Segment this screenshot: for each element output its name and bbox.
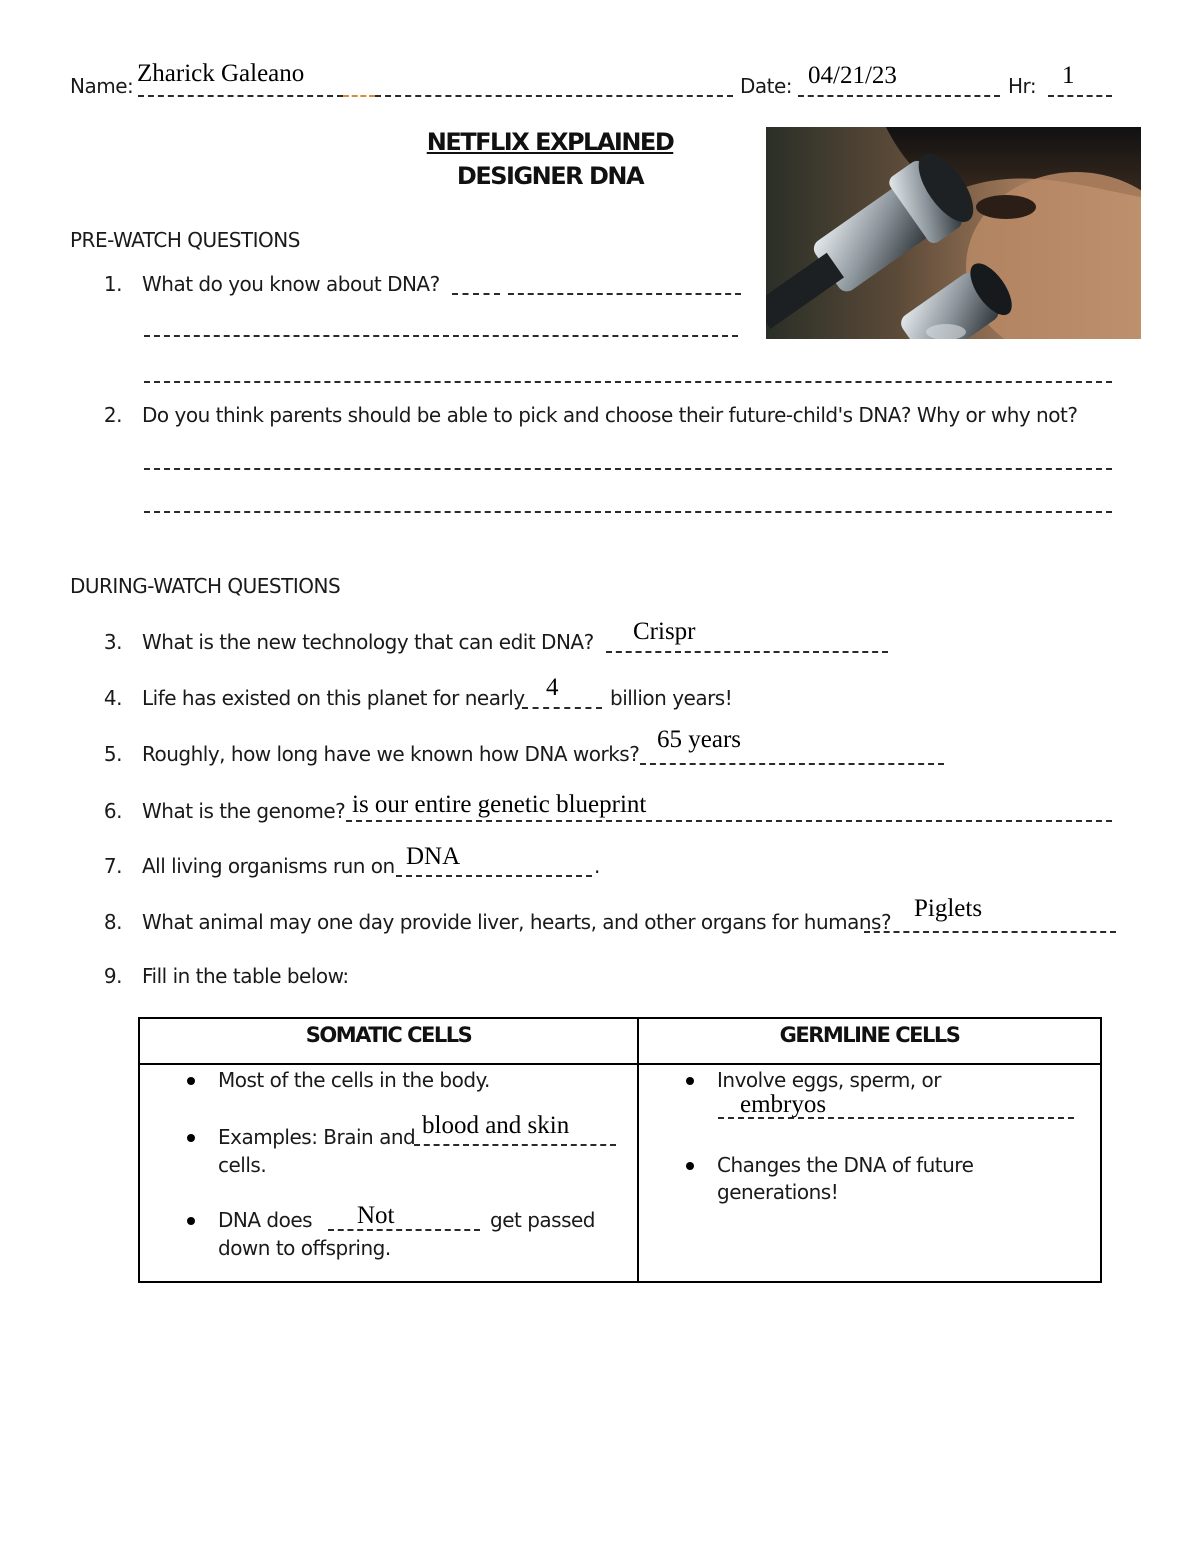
hr-value[interactable]: 1 — [1062, 62, 1075, 89]
section-pre-watch: PRE-WATCH QUESTIONS — [70, 228, 300, 252]
q9-text: Fill in the table below: — [142, 964, 349, 988]
name-line — [138, 95, 343, 97]
bullet-icon — [187, 1134, 195, 1142]
q7-suffix: . — [594, 854, 600, 878]
q6-number: 6. — [103, 799, 122, 823]
q8-number: 8. — [103, 910, 122, 934]
bullet-icon — [187, 1217, 195, 1225]
microscope-eyepiece-photo — [766, 127, 1141, 339]
somatic-b3-answer[interactable]: Not — [357, 1202, 395, 1229]
q1-answer-line-3[interactable] — [144, 381, 1112, 383]
somatic-header-cell — [139, 1018, 638, 1064]
q9-number: 9. — [103, 964, 122, 988]
q4-number: 4. — [103, 686, 122, 710]
q3-answer[interactable]: Crispr — [633, 618, 696, 645]
q7-answer[interactable]: DNA — [406, 843, 461, 870]
q4-answer-line — [522, 707, 602, 709]
name-value[interactable]: Zharick Galeano — [137, 60, 305, 87]
q1-number: 1. — [103, 272, 122, 296]
q1-answer-line-a[interactable] — [452, 293, 500, 295]
bullet-icon — [187, 1077, 195, 1085]
q5-answer-line — [640, 763, 944, 765]
somatic-b3-line2: down to offspring. — [218, 1236, 391, 1260]
date-value[interactable]: 04/21/23 — [808, 62, 897, 89]
name-line-accent — [343, 95, 375, 97]
bullet-icon — [686, 1162, 694, 1170]
germline-b1: Involve eggs, sperm, or — [717, 1068, 941, 1092]
q2-number: 2. — [103, 403, 122, 427]
somatic-b3-after: get passed — [490, 1208, 595, 1232]
somatic-b3-line — [328, 1229, 480, 1231]
somatic-b2-answer[interactable]: blood and skin — [422, 1112, 570, 1139]
germline-header-cell — [638, 1018, 1101, 1064]
somatic-b2-before: Examples: Brain and — [218, 1125, 416, 1149]
q6-text: What is the genome? — [142, 799, 346, 823]
somatic-b2-line — [414, 1144, 616, 1146]
hr-line — [1048, 95, 1112, 97]
q3-number: 3. — [103, 630, 122, 654]
hr-label: Hr: — [1008, 74, 1037, 98]
q3-answer-line — [606, 651, 888, 653]
q2-answer-line-2[interactable] — [144, 511, 1112, 513]
q4-answer[interactable]: 4 — [546, 674, 559, 701]
q5-number: 5. — [103, 742, 122, 766]
q5-text: Roughly, how long have we known how DNA works? — [142, 742, 640, 766]
q1-answer-line-2[interactable] — [144, 335, 738, 337]
q7-answer-line — [396, 875, 592, 877]
germline-header: GERMLINE CELLS — [779, 1023, 960, 1047]
bullet-icon — [686, 1077, 694, 1085]
somatic-b1: Most of the cells in the body. — [218, 1068, 490, 1092]
date-line — [798, 95, 1000, 97]
q8-text: What animal may one day provide liver, hearts, and other organs for humans? — [142, 910, 892, 934]
q8-answer[interactable]: Piglets — [914, 895, 983, 922]
somatic-b3-before: DNA does — [218, 1208, 313, 1232]
title-line2: DESIGNER DNA — [456, 162, 644, 190]
q7-number: 7. — [103, 854, 122, 878]
name-label: Name: — [70, 74, 134, 98]
q3-text: What is the new technology that can edit DNA? — [142, 630, 594, 654]
q1-text: What do you know about DNA? — [142, 272, 440, 296]
q7-text: All living organisms run on — [142, 854, 395, 878]
somatic-b2-after: cells. — [218, 1153, 267, 1177]
q2-text: Do you think parents should be able to pick and choose their future-child's DNA? Why or why not? — [142, 403, 1078, 427]
date-label: Date: — [740, 74, 793, 98]
germline-b2-line1: Changes the DNA of future — [717, 1153, 974, 1177]
germline-b1-answer[interactable]: embryos — [740, 1091, 827, 1118]
section-during-watch: DURING-WATCH QUESTIONS — [70, 574, 341, 598]
q6-answer[interactable]: is our entire genetic blueprint — [352, 791, 647, 818]
name-line-rest — [375, 95, 733, 97]
q4-text-before: Life has existed on this planet for nearly — [142, 686, 525, 710]
germline-b1-line — [718, 1117, 1074, 1119]
germline-b2-line2: generations! — [717, 1180, 839, 1204]
somatic-header: SOMATIC CELLS — [305, 1023, 472, 1047]
title-line1: NETFLIX EXPLAINED — [426, 128, 674, 156]
q2-answer-line-1[interactable] — [144, 468, 1112, 470]
q5-answer[interactable]: 65 years — [657, 726, 741, 753]
q4-text-after: billion years! — [610, 686, 733, 710]
q8-answer-line — [864, 931, 1116, 933]
q6-answer-line — [346, 820, 1112, 822]
q1-answer-line-b[interactable] — [508, 293, 741, 295]
